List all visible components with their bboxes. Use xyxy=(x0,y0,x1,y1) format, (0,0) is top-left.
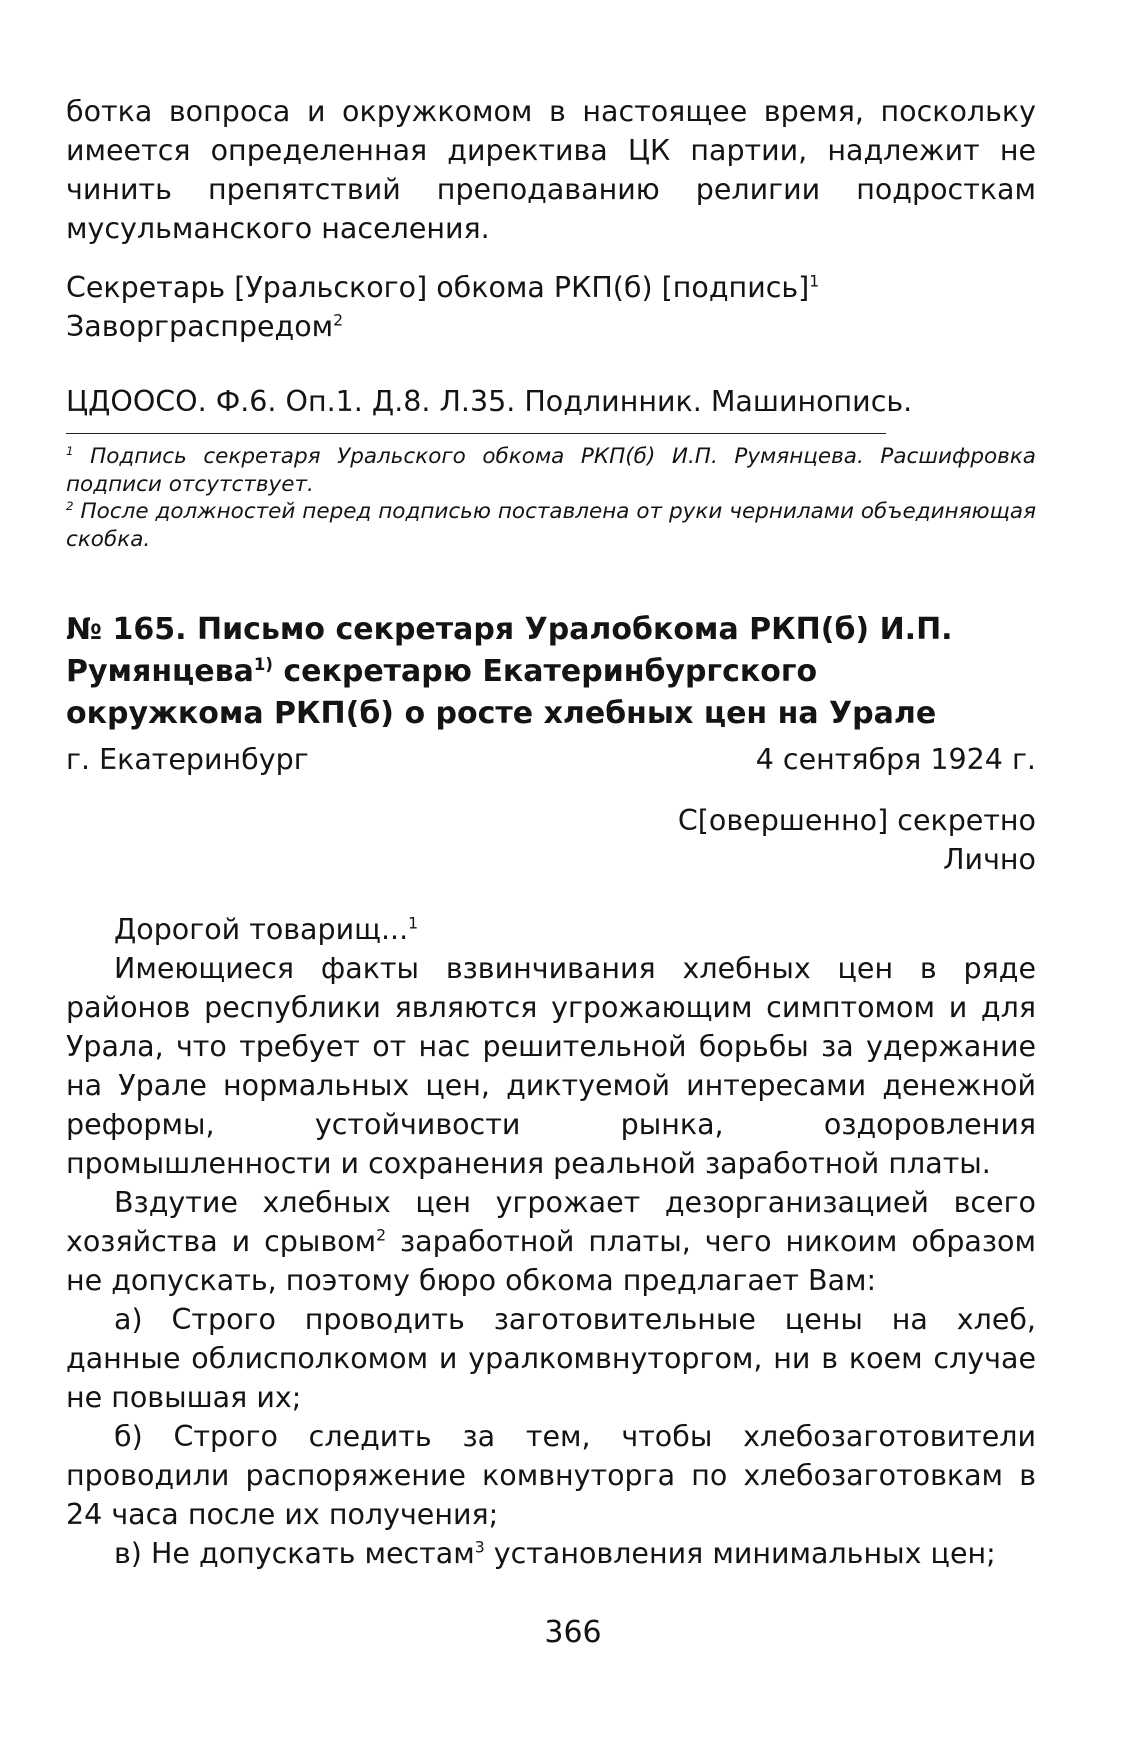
list-item-c: в) Не допускать местам$^3$ установления минимальных цен; xyxy=(114,1537,996,1570)
paragraph-1: Имеющиеся факты взвинчивания хлебных цен в ряде районов республики являются угрожающим симптомом и для Урала, что требует от нас решительной борьбы за удержание на Урале нормальных цен, диктуемой интересами денежной реформы, устойчивости рынка, оздоровления промышленности и сохранения реальной заработной платы. xyxy=(66,952,1036,1180)
footnote-ref: 3 xyxy=(474,1537,485,1557)
list-item-b: б) Строго следить за тем, чтобы хлебозаготовители проводили распоряжение комвнуторга по хлебозаготовкам в 24 часа после их получения; xyxy=(66,1420,1036,1531)
document-title: № 165. Письмо секретаря Уралобкома РКП(б) И.П. Румянцева$^{1)}$ секретарю Екатеринбургского окружкома РКП(б) о росте хлебных цен на Урале xyxy=(66,612,953,731)
footnote-ref: 1 xyxy=(408,913,419,933)
footnote-ref: 1) xyxy=(253,655,273,674)
signature-line-orgraspred: Заворграспредом$^2$ xyxy=(66,310,344,343)
signature-line-secretary: Секретарь [Уральского] обкома РКП(б) [подпись]$^1$ xyxy=(66,271,820,304)
secrecy-mark: С[овершенно] секретно xyxy=(677,804,1036,837)
paragraph-2: Вздутие хлебных цен угрожает дезорганизацией всего хозяйства и срывом$^2$ заработной платы, чего никоим образом не допускать, поэтому бюро обкома предлагает Вам: xyxy=(66,1186,1036,1297)
page-number: 366 xyxy=(544,1615,602,1650)
footnote-1: $^1$ Подпись секретаря Уральского обкома РКП(б) И.П. Румянцева. Расшифровка подписи отсутствует. xyxy=(66,443,1036,497)
footnote-ref: 2 xyxy=(333,310,344,330)
footnote-ref: 2 xyxy=(376,1225,387,1245)
date: 4 сентября 1924 г. xyxy=(755,743,1036,776)
place-date-line xyxy=(66,740,1036,779)
personal-mark: Лично xyxy=(943,843,1036,876)
footnote-ref: 1 xyxy=(809,271,820,291)
continuation-paragraph: ботка вопроса и окружкомом в настоящее время, поскольку имеется определенная директива ЦК партии, надлежит не чинить препятствий преподаванию религии подросткам мусульманского населения. xyxy=(66,95,1036,245)
letter-body xyxy=(66,949,1036,1573)
place: г. Екатеринбург xyxy=(66,743,309,776)
footnote-divider xyxy=(66,433,886,434)
footnote-2: $^2$ После должностей перед подписью поставлена от руки чернилами объединяющая скобка. xyxy=(66,498,1037,552)
greeting: Дорогой товарищ...$^1$ xyxy=(114,913,419,946)
archive-reference: ЦДООСО. Ф.6. Оп.1. Д.8. Л.35. Подлинник. Машинопись. xyxy=(66,385,913,418)
list-item-a: а) Строго проводить заготовительные цены на хлеб, данные облисполкомом и уралкомвнуторгом, ни в коем случае не повышая их; xyxy=(66,1303,1036,1414)
